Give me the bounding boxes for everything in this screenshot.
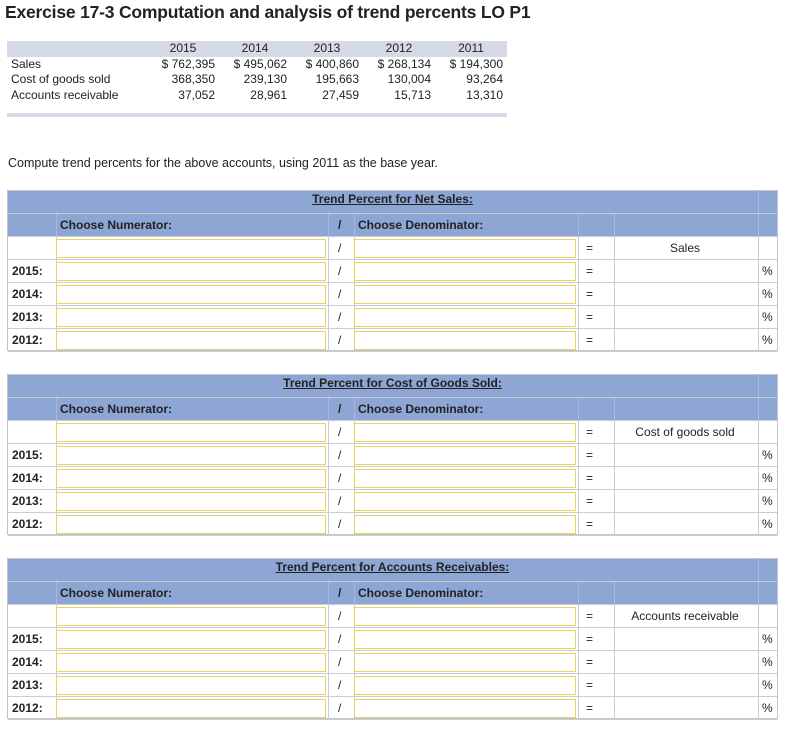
base-numerator-input[interactable] bbox=[56, 239, 326, 258]
divider bbox=[328, 513, 329, 535]
year-header: 2014 bbox=[219, 41, 291, 57]
table-row bbox=[7, 88, 507, 104]
denominator-label: Choose Denominator: bbox=[358, 586, 484, 600]
denominator-input[interactable] bbox=[354, 285, 576, 304]
numerator-input[interactable] bbox=[56, 630, 326, 649]
divider bbox=[578, 490, 579, 512]
divider bbox=[758, 260, 759, 282]
numerator-input[interactable] bbox=[56, 492, 326, 511]
divider bbox=[578, 421, 579, 443]
year-label: 2014: bbox=[12, 471, 43, 485]
denominator-label: Choose Denominator: bbox=[358, 402, 484, 416]
year-header: 2012 bbox=[363, 41, 435, 57]
year-label: 2014: bbox=[12, 287, 43, 301]
year-header: 2013 bbox=[291, 41, 363, 57]
divider bbox=[578, 674, 579, 696]
divider bbox=[578, 214, 579, 236]
denominator-input[interactable] bbox=[354, 676, 576, 695]
divider bbox=[56, 214, 57, 236]
slash-symbol: / bbox=[338, 425, 342, 439]
equals-symbol: = bbox=[586, 632, 594, 646]
year-row bbox=[8, 651, 777, 674]
percent-symbol: % bbox=[762, 517, 773, 531]
divider bbox=[614, 283, 615, 305]
divider bbox=[578, 697, 579, 719]
equals-symbol: = bbox=[586, 655, 594, 669]
year-label: 2015: bbox=[12, 264, 43, 278]
slash-symbol: / bbox=[338, 586, 342, 600]
divider bbox=[56, 582, 57, 604]
cell-value: 27,459 bbox=[322, 87, 359, 102]
year-row bbox=[8, 444, 777, 467]
divider bbox=[578, 605, 579, 627]
divider bbox=[614, 582, 615, 604]
denominator-label: Choose Denominator: bbox=[358, 218, 484, 232]
cell-value: 13,310 bbox=[466, 87, 503, 102]
section-header-row bbox=[8, 582, 777, 605]
divider bbox=[758, 651, 759, 673]
divider bbox=[578, 237, 579, 259]
year-row bbox=[8, 490, 777, 513]
divider bbox=[578, 444, 579, 466]
divider bbox=[328, 421, 329, 443]
result-input[interactable] bbox=[616, 676, 756, 695]
percent-symbol: % bbox=[762, 494, 773, 508]
divider bbox=[578, 467, 579, 489]
divider bbox=[758, 329, 759, 351]
denominator-input[interactable] bbox=[354, 492, 576, 511]
divider bbox=[578, 513, 579, 535]
slash-symbol: / bbox=[338, 310, 342, 324]
divider bbox=[614, 306, 615, 328]
divider bbox=[578, 260, 579, 282]
source-data-table bbox=[7, 41, 507, 103]
slash-symbol: / bbox=[338, 701, 342, 715]
divider bbox=[328, 582, 329, 604]
trend-section-net-sales bbox=[7, 190, 778, 351]
numerator-label: Choose Numerator: bbox=[60, 218, 173, 232]
equals-symbol: = bbox=[586, 333, 594, 347]
section-title: Trend Percent for Accounts Receivables: bbox=[275, 560, 510, 574]
cell-value: 239,130 bbox=[243, 72, 287, 87]
divider bbox=[758, 306, 759, 328]
divider bbox=[758, 444, 759, 466]
divider bbox=[614, 628, 615, 650]
result-input[interactable] bbox=[616, 308, 756, 327]
divider bbox=[354, 398, 355, 420]
result-input[interactable] bbox=[616, 285, 756, 304]
numerator-input[interactable] bbox=[56, 676, 326, 695]
table-row bbox=[7, 72, 507, 88]
base-year-row bbox=[8, 421, 777, 444]
divider bbox=[758, 237, 759, 259]
divider bbox=[328, 605, 329, 627]
percent-symbol: % bbox=[762, 701, 773, 715]
equals-symbol: = bbox=[586, 678, 594, 692]
slash-symbol: / bbox=[338, 264, 342, 278]
numerator-input[interactable] bbox=[56, 469, 326, 488]
divider bbox=[614, 467, 615, 489]
row-label: Sales bbox=[11, 56, 42, 71]
numerator-label: Choose Numerator: bbox=[60, 586, 173, 600]
numerator-input[interactable] bbox=[56, 653, 326, 672]
cell-value: $ 194,300 bbox=[449, 56, 503, 71]
result-input[interactable] bbox=[616, 469, 756, 488]
base-denominator-input[interactable] bbox=[354, 423, 576, 442]
divider bbox=[578, 651, 579, 673]
numerator-input[interactable] bbox=[56, 262, 326, 281]
percent-symbol: % bbox=[762, 632, 773, 646]
result-input[interactable] bbox=[616, 331, 756, 350]
base-year-row bbox=[8, 237, 777, 260]
divider bbox=[758, 674, 759, 696]
year-row bbox=[8, 306, 777, 329]
equals-symbol: = bbox=[586, 448, 594, 462]
equals-symbol: = bbox=[586, 609, 594, 623]
denominator-input[interactable] bbox=[354, 699, 576, 718]
slash-symbol: / bbox=[338, 333, 342, 347]
percent-symbol: % bbox=[762, 655, 773, 669]
divider bbox=[614, 697, 615, 719]
cell-value: 195,663 bbox=[315, 72, 359, 87]
result-input[interactable] bbox=[616, 492, 756, 511]
divider bbox=[614, 444, 615, 466]
year-label: 2012: bbox=[12, 517, 43, 531]
divider bbox=[614, 490, 615, 512]
slash-symbol: / bbox=[338, 655, 342, 669]
denominator-input[interactable] bbox=[354, 630, 576, 649]
divider bbox=[758, 283, 759, 305]
year-label: 2013: bbox=[12, 310, 43, 324]
divider bbox=[578, 398, 579, 420]
percent-symbol: % bbox=[762, 264, 773, 278]
percent-symbol: % bbox=[762, 678, 773, 692]
equals-symbol: = bbox=[586, 287, 594, 301]
denominator-input[interactable] bbox=[354, 469, 576, 488]
table-header-row bbox=[7, 41, 507, 57]
result-input[interactable] bbox=[616, 653, 756, 672]
year-row bbox=[8, 283, 777, 306]
slash-symbol: / bbox=[338, 241, 342, 255]
table-row bbox=[7, 57, 507, 73]
year-label: 2012: bbox=[12, 333, 43, 347]
divider bbox=[578, 283, 579, 305]
cell-value: $ 495,062 bbox=[233, 56, 287, 71]
equals-symbol: = bbox=[586, 517, 594, 531]
section-title-row bbox=[8, 559, 777, 582]
year-label: 2015: bbox=[12, 448, 43, 462]
divider bbox=[758, 214, 759, 236]
result-input[interactable] bbox=[616, 515, 756, 534]
trend-section-accounts-receivable bbox=[7, 558, 778, 719]
divider bbox=[578, 329, 579, 351]
result-input[interactable] bbox=[616, 446, 756, 465]
cell-value: 28,961 bbox=[250, 87, 287, 102]
divider bbox=[328, 237, 329, 259]
equals-symbol: = bbox=[586, 425, 594, 439]
slash-symbol: / bbox=[338, 402, 342, 416]
cell-value: $ 762,395 bbox=[161, 56, 215, 71]
denominator-input[interactable] bbox=[354, 515, 576, 534]
denominator-input[interactable] bbox=[354, 331, 576, 350]
page-title: Exercise 17-3 Computation and analysis of trend percents LO P1 bbox=[5, 2, 531, 22]
year-row bbox=[8, 260, 777, 283]
percent-symbol: % bbox=[762, 333, 773, 347]
year-label: 2014: bbox=[12, 655, 43, 669]
cell-value: 15,713 bbox=[394, 87, 431, 102]
divider bbox=[328, 283, 329, 305]
year-row bbox=[8, 329, 777, 352]
divider bbox=[614, 214, 615, 236]
numerator-input[interactable] bbox=[56, 285, 326, 304]
slash-symbol: / bbox=[338, 448, 342, 462]
base-account-label: Sales bbox=[669, 241, 701, 255]
trend-section-cogs bbox=[7, 374, 778, 535]
numerator-input[interactable] bbox=[56, 699, 326, 718]
section-header-row bbox=[8, 398, 777, 421]
divider bbox=[758, 697, 759, 719]
divider bbox=[758, 582, 759, 604]
divider bbox=[758, 467, 759, 489]
year-row bbox=[8, 697, 777, 720]
divider bbox=[328, 467, 329, 489]
year-header: 2015 bbox=[147, 41, 219, 57]
divider bbox=[614, 651, 615, 673]
instruction-text: Compute trend percents for the above accounts, using 2011 as the base year. bbox=[8, 156, 438, 170]
divider bbox=[614, 260, 615, 282]
numerator-input[interactable] bbox=[56, 515, 326, 534]
base-numerator-input[interactable] bbox=[56, 423, 326, 442]
numerator-label: Choose Numerator: bbox=[60, 402, 173, 416]
slash-symbol: / bbox=[338, 517, 342, 531]
equals-symbol: = bbox=[586, 310, 594, 324]
base-year-row bbox=[8, 605, 777, 628]
divider bbox=[328, 329, 329, 351]
divider bbox=[328, 260, 329, 282]
slash-symbol: / bbox=[338, 609, 342, 623]
denominator-input[interactable] bbox=[354, 308, 576, 327]
header-blank bbox=[7, 41, 147, 57]
divider bbox=[758, 605, 759, 627]
divider bbox=[614, 398, 615, 420]
result-input[interactable] bbox=[616, 630, 756, 649]
divider bbox=[328, 651, 329, 673]
equals-symbol: = bbox=[586, 264, 594, 278]
base-numerator-input[interactable] bbox=[56, 607, 326, 626]
divider bbox=[758, 421, 759, 443]
equals-symbol: = bbox=[586, 701, 594, 715]
denominator-input[interactable] bbox=[354, 262, 576, 281]
percent-symbol: % bbox=[762, 287, 773, 301]
divider bbox=[56, 398, 57, 420]
slash-symbol: / bbox=[338, 678, 342, 692]
base-account-label: Accounts receivable bbox=[631, 609, 739, 623]
divider bbox=[328, 306, 329, 328]
divider bbox=[328, 398, 329, 420]
equals-symbol: = bbox=[586, 241, 594, 255]
slash-symbol: / bbox=[338, 287, 342, 301]
divider bbox=[354, 214, 355, 236]
result-input[interactable] bbox=[616, 262, 756, 281]
divider bbox=[328, 214, 329, 236]
divider bbox=[578, 306, 579, 328]
slash-symbol: / bbox=[338, 494, 342, 508]
cell-value: 368,350 bbox=[171, 72, 215, 87]
section-title: Trend Percent for Net Sales: bbox=[312, 192, 473, 206]
year-label: 2015: bbox=[12, 632, 43, 646]
base-denominator-input[interactable] bbox=[354, 607, 576, 626]
base-account-label: Cost of goods sold bbox=[635, 425, 735, 439]
table-footer-bar bbox=[7, 113, 507, 117]
section-header-row bbox=[8, 214, 777, 237]
section-title-row bbox=[8, 191, 777, 214]
percent-symbol: % bbox=[762, 310, 773, 324]
percent-symbol: % bbox=[762, 448, 773, 462]
equals-symbol: = bbox=[586, 494, 594, 508]
percent-symbol: % bbox=[762, 471, 773, 485]
cell-value: 93,264 bbox=[466, 72, 503, 87]
divider bbox=[328, 674, 329, 696]
divider bbox=[328, 444, 329, 466]
divider bbox=[758, 398, 759, 420]
slash-symbol: / bbox=[338, 632, 342, 646]
divider bbox=[614, 674, 615, 696]
divider bbox=[578, 582, 579, 604]
divider bbox=[328, 490, 329, 512]
year-row bbox=[8, 628, 777, 651]
cell-value: $ 400,860 bbox=[305, 56, 359, 71]
year-label: 2013: bbox=[12, 678, 43, 692]
year-label: 2013: bbox=[12, 494, 43, 508]
base-denominator-input[interactable] bbox=[354, 239, 576, 258]
slash-symbol: / bbox=[338, 471, 342, 485]
section-title-row bbox=[8, 375, 777, 398]
row-label: Accounts receivable bbox=[11, 87, 119, 102]
divider bbox=[328, 628, 329, 650]
result-input[interactable] bbox=[616, 699, 756, 718]
cell-value: 37,052 bbox=[178, 87, 215, 102]
divider bbox=[328, 697, 329, 719]
cell-value: 130,004 bbox=[387, 72, 431, 87]
year-row bbox=[8, 513, 777, 536]
numerator-input[interactable] bbox=[56, 331, 326, 350]
divider bbox=[578, 628, 579, 650]
denominator-input[interactable] bbox=[354, 653, 576, 672]
section-title: Trend Percent for Cost of Goods Sold: bbox=[283, 376, 502, 390]
year-label: 2012: bbox=[12, 701, 43, 715]
year-row bbox=[8, 674, 777, 697]
divider bbox=[758, 513, 759, 535]
divider bbox=[354, 582, 355, 604]
divider bbox=[758, 490, 759, 512]
cell-value: $ 268,134 bbox=[377, 56, 431, 71]
slash-symbol: / bbox=[338, 218, 342, 232]
denominator-input[interactable] bbox=[354, 446, 576, 465]
row-label: Cost of goods sold bbox=[11, 72, 111, 87]
divider bbox=[614, 329, 615, 351]
year-row bbox=[8, 467, 777, 490]
divider bbox=[614, 513, 615, 535]
numerator-input[interactable] bbox=[56, 308, 326, 327]
numerator-input[interactable] bbox=[56, 446, 326, 465]
year-header: 2011 bbox=[435, 41, 507, 57]
equals-symbol: = bbox=[586, 471, 594, 485]
divider bbox=[758, 628, 759, 650]
